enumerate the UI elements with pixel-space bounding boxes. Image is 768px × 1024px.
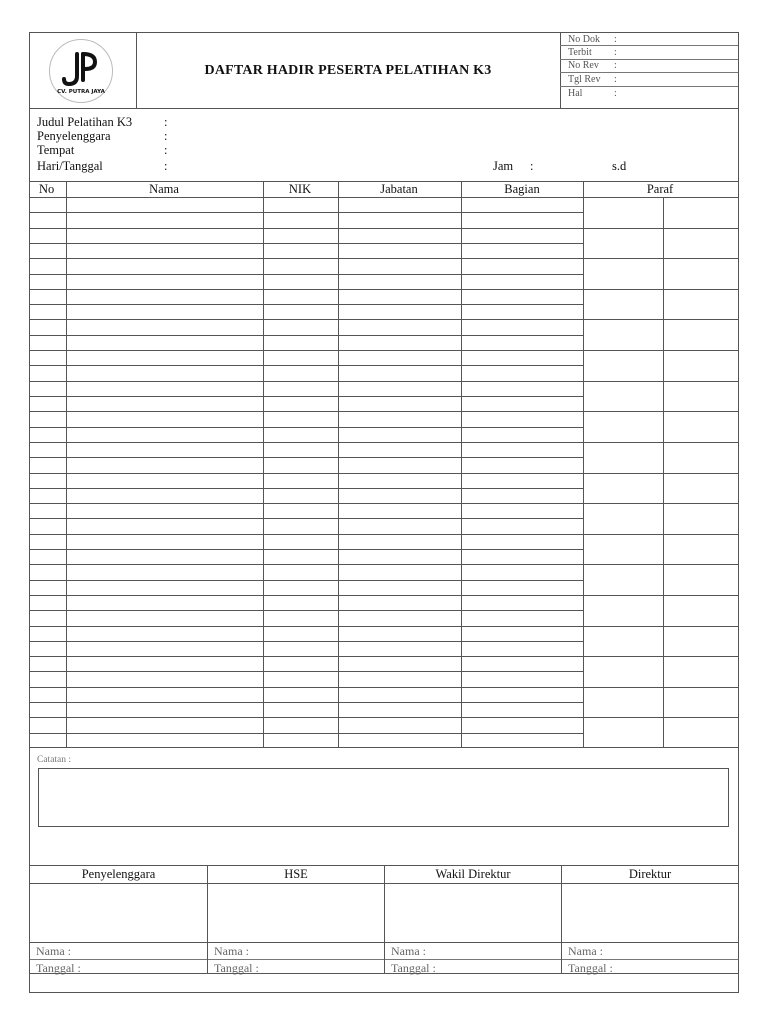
logo-mark-icon [50,40,112,102]
form-header [30,33,738,109]
signature-space[interactable] [208,884,384,943]
doc-info-value: : [614,87,617,99]
title-cell [136,33,561,108]
table-header-no: No [39,182,55,196]
doc-info-label: Tgl Rev [568,73,601,85]
signature-nama[interactable]: Nama : [385,943,561,960]
signature-tanggal[interactable]: Tanggal : [391,961,436,975]
doc-info-value: : [614,47,617,59]
signature-col-hse [208,866,385,974]
table-header-nik: NIK [288,182,312,196]
sd-label: s.d [612,159,627,173]
signature-col-direktur [562,866,738,974]
hari-tanggal-label: Hari/Tanggal [37,159,103,173]
logo-text: CV. PUTRA JAYA [57,89,105,95]
doc-info-label: No Rev [568,60,599,72]
signature-col-penyelenggara [30,866,208,974]
jam-label: Jam [493,159,514,173]
doc-info-row [560,73,738,86]
signature-role: Wakil Direktur [385,866,561,884]
signature-tanggal[interactable]: Tanggal : [36,961,81,975]
doc-info-row [560,87,738,100]
logo-cell [30,33,137,108]
tempat-label: Tempat [37,143,75,157]
doc-info-label: No Dok [568,33,600,45]
signature-role: Penyelenggara [30,866,207,884]
doc-info-value: : [614,33,617,45]
penyelenggara-label: Penyelenggara [37,129,111,143]
signature-role: HSE [208,866,384,884]
signature-nama[interactable]: Nama : [562,943,738,960]
signature-tanggal[interactable]: Tanggal : [214,961,259,975]
signature-space[interactable] [385,884,561,943]
table-header-jabatan: Jabatan [380,182,418,196]
jam-colon: : [530,159,534,173]
signature-col-wakil-direktur [385,866,562,974]
signature-nama[interactable]: Nama : [30,943,207,960]
doc-info-row [560,33,738,46]
table-header-bagian: Bagian [504,182,540,196]
attendance-table [30,181,738,748]
document-info [560,33,738,108]
doc-info-label: Hal [568,87,583,99]
form-title: DAFTAR HADIR PESERTA PELATIHAN K3 [204,62,492,78]
signature-nama[interactable]: Nama : [208,943,384,960]
judul-colon: : [164,115,168,129]
training-info [30,108,738,181]
signature-space[interactable] [30,884,207,943]
doc-info-row [560,60,738,73]
attendance-grid [30,181,738,748]
penyelenggara-colon: : [164,129,168,143]
notes-field[interactable] [38,768,729,827]
table-header-nama: Nama [149,182,179,196]
company-logo [49,39,113,103]
tempat-colon: : [164,143,168,157]
doc-info-value: : [614,73,617,85]
table-header-paraf: Paraf [646,182,674,196]
doc-info-row [560,46,738,59]
doc-info-value: : [614,60,617,72]
signature-section [30,865,738,974]
signature-role: Direktur [562,866,738,884]
doc-info-label: Terbit [568,47,592,59]
signature-space[interactable] [562,884,738,943]
notes-label: Catatan : [37,755,72,765]
judul-label: Judul Pelatihan K3 [37,115,133,129]
signature-tanggal[interactable]: Tanggal : [568,961,613,975]
hari-tanggal-colon: : [164,159,168,173]
form-page [29,32,739,993]
